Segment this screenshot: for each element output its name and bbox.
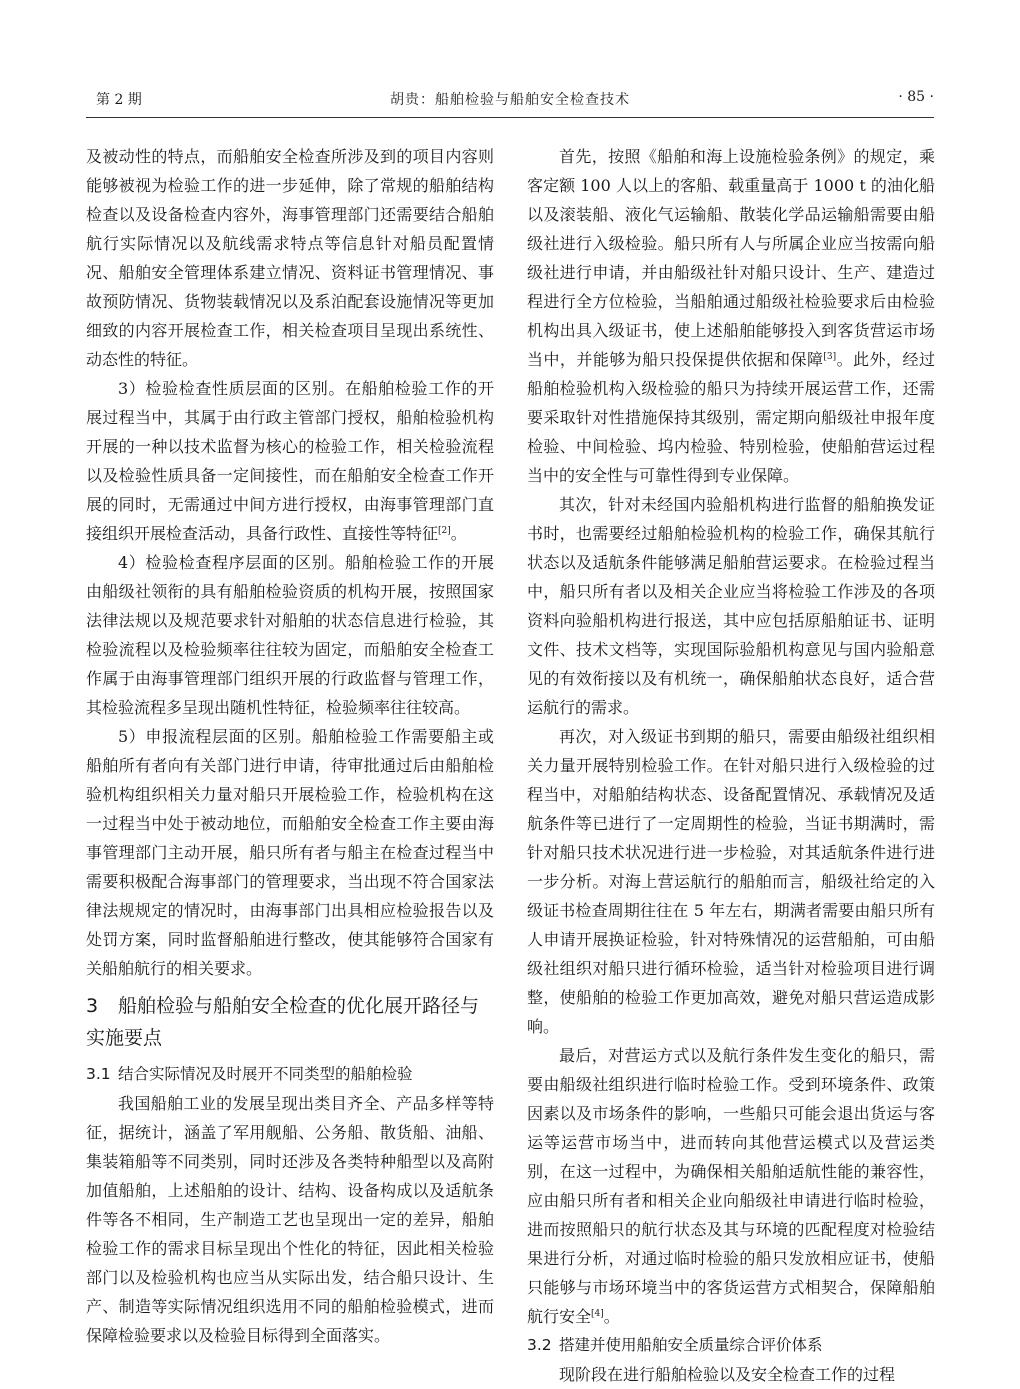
paragraph (527, 1041, 935, 1331)
header-rule (86, 117, 934, 118)
section-heading (86, 990, 494, 1054)
paragraph (86, 374, 494, 548)
paragraph: 再次，对入级证书到期的船只，需要由船级社组织相关力量开展特别检验工作。在针对船只进行入级检验的过程当中，对船舶结构状态、设备配置情况、承载情况及适航条件等已进行了一定周期性的检验，当证书期满时，需针对船只技术状况进行进一步检验，对其适航条件进行进一步分析。对海上营运航行的船舶而言，船级社给定的入级证书检查周期往往在 5 年左右，期满者需要由船只所有人申请开展换证检验，针对特殊情况的运营船舶，可由船级社组织对船只进行循环检验，适当针对检验项目进行调整，使船舶的检验工作更加高效，避免对船只营运造成影响。 (527, 727, 935, 1036)
section-title: 船舶检验与船舶安全检查的优化展开路径与实施要点 (86, 995, 480, 1049)
citation-ref: [3] (823, 352, 837, 362)
subsection-heading (527, 1331, 935, 1360)
paragraph: 及被动性的特点，而船舶安全检查所涉及到的项目内容则能够被视为检验工作的进一步延伸，除了常规的船舶结构检查以及设备检查内容外，海事管理部门还需要结合船舶航行实际情况以及航线需求特点等信息针对船员配置情况、船舶安全管理体系建立情况、资料证书管理情况、事故预防情况、货物装载情况以及系泊配套设施情况等更加细致的内容开展检查工作，相关检查项目呈现出系统性、动态性的特征。 (86, 147, 494, 369)
section-number: 3 (86, 995, 99, 1017)
paragraph-text: 。 (603, 1307, 620, 1326)
citation-ref: [4] (591, 1309, 604, 1319)
paragraph-text: 首先，按照《船舶和海上设施检验条例》的规定，乘客定额 100 人以上的客船、载重量高于 1000 t 的油化船以及滚装船、液化气运输船、散装化学品运输船需要由船级社进行入级检验。船只所有人与所属企业应当按需向船级社进行申请，并由船级社针对船只设计、生产、建造过程进行全方位检验，当船舶通过船级社检验要求后由检验机构出具入级证书，使上述船舶能够投入到客货营运市场当中，并能够为船只投保提供依据和保障 (527, 147, 935, 369)
subsection-number: 3.2 (527, 1336, 552, 1354)
subsection-title: 结合实际情况及时展开不同类型的船舶检验 (118, 1065, 413, 1083)
subsection-number: 3.1 (86, 1065, 111, 1083)
paragraph (527, 142, 935, 490)
paragraph-text: 。 (450, 524, 467, 543)
paragraph: 其次，针对未经国内验船机构进行监督的船舶换发证书时，也需要经过船舶检验机构的检验工作，确保其航行状态以及适航条件能够满足船舶营运要求。在检验过程当中，船只所有者以及相关企业应当将检验工作涉及的各项资料向验船机构进行报送，其中应包括原船舶证书、证明文件、技术文档等，实现国际验船机构意见与国内验船意见的有效衔接以及有机统一，确保船舶状态良好，适合营运航行的需求。 (527, 495, 935, 717)
paragraph-text: 。此外，经过船舶检验机构入级检验的船只为持续开展运营工作，还需要采取针对性措施保持其级别，需定期向船级社申报年度检验、中间检验、坞内检验、特别检验，使船舶营运过程当中的安全性与可靠性得到专业保障。 (527, 350, 935, 485)
issue-number: 第 2 期 (96, 92, 142, 108)
article-running-title: 胡贵：船舶检验与船舶安全检查技术 (390, 92, 630, 108)
page-number: · 85 · (898, 89, 934, 105)
left-column (86, 142, 494, 1350)
subsection-title: 搭建并使用船舶安全质量综合评价体系 (559, 1336, 823, 1354)
paragraph-text: 最后，对营运方式以及航行条件发生变化的船只，需要由船级社组织进行临时检验工作。受到环境条件、政策因素以及市场条件的影响，一些船只可能会退出货运与客运等运营市场当中，进而转向其他营运模式以及营运类别，在这一过程中，为确保相关船舶适航性能的兼容性，应由船只所有者和相关企业向船级社申请进行临时检验，进而按照船只的航行状态及其与环境的匹配程度对检验结果进行分析，对通过临时检验的船只发放相应证书，使船只能够与市场环境当中的客货运营方式相契合，保障船舶航行安全 (527, 1046, 935, 1326)
running-header (86, 84, 934, 108)
citation-ref: [2] (438, 526, 451, 536)
paragraph: 4）检验检查程序层面的区别。船舶检验工作的开展由船级社领衔的具有船舶检验资质的机构开展，按照国家法律法规以及规范要求针对船舶的状态信息进行检验，其检验流程以及检验频率往往较为固定，而船舶安全检查工作属于由海事管理部门组织开展的行政监督与管理工作，其检验流程多呈现出随机性特征，检验频率往往较高。 (86, 553, 494, 717)
right-column (527, 142, 935, 1389)
paragraph-text: 3）检验检查性质层面的区别。在船舶检验工作的开展过程当中，其属于由行政主管部门授权，船舶检验机构开展的一种以技术监督为核心的检验工作，相关检验流程以及检验性质具备一定间接性，而在船舶安全检查工作开展的同时，无需通过中间方进行授权，由海事管理部门直接组织开展检查活动，具备行政性、直接性等特征 (86, 379, 494, 543)
paragraph: 5）申报流程层面的区别。船舶检验工作需要船主或船舶所有者向有关部门进行申请，待审批通过后由船舶检验机构组织相关力量对船只开展检验工作，检验机构在这一过程当中处于被动地位，而船舶安全检查工作主要由海事管理部门主动开展，船只所有者与船主在检查过程当中需要积极配合海事部门的管理要求，当出现不符合国家法律法规规定的情况时，由海事部门出具相应检验报告以及处罚方案，同时监督船舶进行整改，使其能够符合国家有关船舶航行的相关要求。 (86, 727, 494, 978)
paragraph: 我国船舶工业的发展呈现出类目齐全、产品多样等特征，据统计，涵盖了军用舰船、公务船、散货船、油船、集装箱船等不同类别，同时还涉及各类特种船型以及高附加值船舶，上述船舶的设计、结构、设备构成以及适航条件等各不相同，生产制造工艺也呈现出一定的差异，船舶检验工作的需求目标呈现出个性化的特征，因此相关检验部门以及检验机构也应当从实际出发，结合船只设计、生产、制造等实际情况组织选用不同的船舶检验模式，进而保障检验要求以及检验目标得到全面落实。 (86, 1094, 494, 1345)
paragraph: 现阶段在进行船舶检验以及安全检查工作的过程 (559, 1365, 896, 1384)
subsection-heading (86, 1060, 494, 1089)
